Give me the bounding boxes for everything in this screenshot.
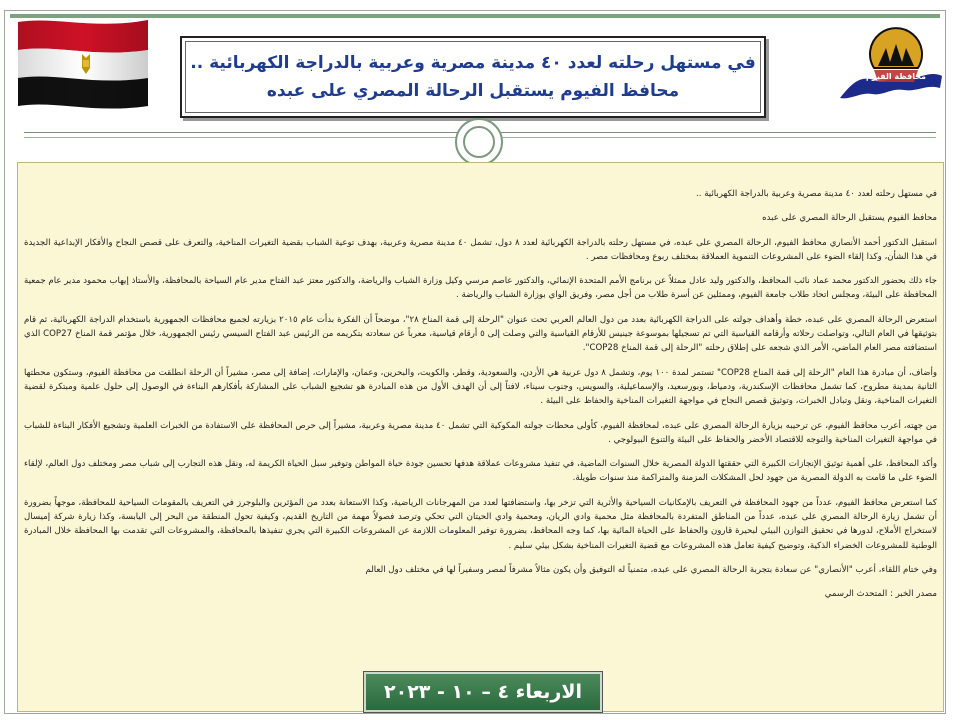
headline-line-2: محافظ الفيوم يستقبل الرحالة المصري على عبده bbox=[266, 81, 680, 101]
article-paragraph: محافظ الفيوم يستقبل الرحالة المصري على عبده bbox=[762, 213, 937, 224]
article-paragraph: جاء ذلك بحضور الدكتور محمد عماد نائب المحافظ، والدكتور وليد عادل ممثلاً عن برنامج الأمم المتحدة الإنمائي، والدكتور عاصم مرسي وكيل وزارة الشباب والرياضة، والدكتور معتز عبد الفتاح مدير عام السياحة بالمحافظة، والأستاذ إيهاب محمود مدير عام جمعية المحافظة على البيئة، ومجلس اتحاد طلاب جامعة الفيوم، وممثلين عن أسرة طلاب من أجل مصر، وفريق الواي بوزارة الشباب والرياضة . bbox=[24, 276, 937, 301]
article-paragraph: كما استعرض محافظ الفيوم، عدداً من جهود المحافظة في التعريف بالإمكانيات السياحية والأثرية التي تزخر بها، واستضافتها لعدد من المهرجانات الرياضية، وكذا الاستعانة بعدد من المؤثرين والبلوجرز في التعريف بالمقومات السياحية للمحافظة، موجهاً بضرورة أن تشمل زيارة الرحالة المصري على عبده، عدداً من المناطق المتفردة بالمحافظة مثل محمية وادي الريان، ومحمية وادي الحيتان التي تحكي وترصد فصولاً مهمة من التاريخ القديم، وكيفية تحول المنطقة من البحر إلى اليابسة، وكذا زيارة شركة إميسال لاستخراج الأملاح، لدورها في تحقيق التوازن البيئي لبحيرة قارون والحفاظ على الحياة المائية بها، كما وجه المحافظ، بضرورة توفير المعلومات اللازمة عن المشروعات الكبيرة التي يجري تنفيذها بالمحافظة، والمشروعات التي تقدمت بها المحافظة خلال المبادرة الوطنية للمشروعات الخضراء الذكية، وتوضيح كيفية تعامل هذه المشروعات مع قضية التغيرات المناخية بشكل بيئي سليم . bbox=[24, 497, 937, 551]
article-paragraph: في مستهل رحلته لعدد ٤٠ مدينة مصرية وعربية بالدراجة الكهربائية .. bbox=[696, 189, 937, 199]
svg-text:محافظة الفيوم: محافظة الفيوم bbox=[865, 72, 927, 81]
article-body bbox=[18, 163, 943, 711]
headline-line-1: في مستهل رحلته لعدد ٤٠ مدينة مصرية وعربية بالدراجة الكهربائية .. bbox=[190, 53, 756, 73]
article-source: مصدر الخبر : المتحدث الرسمي bbox=[824, 589, 937, 600]
title-box bbox=[180, 36, 766, 118]
article-paragraph: وأكد المحافظ، على أهمية توثيق الإنجازات الكبيرة التي حققتها الدولة المصرية خلال السنوات الماضية، في تنفيذ مشروعات عملاقة هدفها تحسين جودة حياة المواطن وتوفير سبل الحياة الكريمة له، ونقل هذه التجارب إلى شباب مصر ومختلف دول العالم، لإلقاء الضوء على ما قامت به الدولة المصرية من جهود لحل المشكلات المزمنة والمتراكمة منذ سنوات طويلة. bbox=[24, 459, 937, 484]
date-text: الاربعاء ٤ – ١٠ - ٢٠٢٣ bbox=[384, 681, 582, 703]
fayoum-governorate-logo-icon bbox=[834, 18, 946, 114]
article-paragraph: من جهته، أعرب محافظ الفيوم، عن ترحيبه بزيارة الرحالة المصري على عبده، لمحافظة الفيوم، كأولى محطات جولته المكوكية التي تشمل ٤٠ مدينة مصرية وعربية، مشيراً إلى حرص المحافظة على الاستفادة من الخبرات العلمية وتشجيع الأفكار البناءة للشباب في مواجهة التغيرات المناخية والتوجه للاقتصاد الأخضر والحفاظ على البيئة والتنوع البيولوجي . bbox=[24, 420, 938, 445]
egypt-flag-icon bbox=[14, 16, 152, 112]
article-paragraph: استعرض الرحالة المصري على عبده، خطة وأهداف جولته على الدراجة الكهربائية بعدد من دول العالم العربي تحت عنوان "الرحلة إلى قمة المناخ ٢٨"، موضحاً أن الفكرة بدأت عام ٢٠١٥ بزيارته لجميع محافظات الجمهورية باستخدام الدراجة الكهربائية، ثم قام بتوثيقها في العام التالي، وتواصلت رحلاته وأرقامه القياسية التي تم تسجيلها بموسوعة جينيس للأرقام القياسية والتي وصلت إلى ٥ أرقام قياسية، معرباً عن سعادته بتكريمه من الرئيس عبد الفتاح السيسي رئيس الجمهورية، خلال مؤتمر قمة المناخ COP27 الذي استضافته مصر العام الماضي، الأمر الذي شجعه على إطلاق رحلته "الرحلة إلى قمة المناخ COP28". bbox=[24, 314, 938, 354]
article-paragraph: وفي ختام اللقاء، أعرب "الأنصاري" عن سعادة بتجربة الرحالة المصري على عبده، متمنياً له التوفيق وأن يكون مثالاً مشرفاً لمصر وسفيراً لها في مختلف دول العالم bbox=[365, 564, 937, 575]
article-paragraph: وأضاف، أن مبادرة هذا العام "الرحلة إلى قمة المناخ COP28" تستمر لمدة ١٠٠ يوم، وتشمل ٨ دول عربية هي الأردن، والسعودية، وقطر، والكويت، والبحرين، وعمان، والإمارات، إضافة إلى مصر، مشيراً أن الرحلة انطلقت من محافظة الفيوم، وستكون محطتها الثانية بمدينة مطروح، كما تشمل محافظات الإسكندرية، ودمياط، وبورسعيد، والإسماعيلية، والسويس، وجنوب سيناء، لافتاً إلى أن الهدف الأول من هذه المبادرة هو تشجيع الشباب على المشاركة بأفكارهم البناءة في الوصول إلى حلول علمية ومبتكرة لقضية التغيرات المناخية، ونقل وتبادل الخبرات، وتوثيق قصص النجاح في مواجهة التغيرات المناخية والحفاظ على البيئة . bbox=[24, 367, 937, 407]
date-badge bbox=[364, 672, 602, 712]
article-panel bbox=[17, 162, 944, 712]
divider-circle-ornament bbox=[455, 118, 503, 166]
article-paragraph: استقبل الدكتور أحمد الأنصاري محافظ الفيوم، الرحالة المصري على عبده، في مستهل رحلته بالدراجة الكهربائية لعدد ٨ دول، تشمل ٤٠ مدينة مصرية وعربية، بهدف توعية الشباب بقضية التغيرات المناخية، والتعرف على قصص النجاح والأفكار الإبداعية الجديدة في هذا الشأن، وكذا إلقاء الضوء على المشروعات التنموية العملاقة بمختلف ربوع ومحافظات مصر . bbox=[24, 237, 937, 262]
